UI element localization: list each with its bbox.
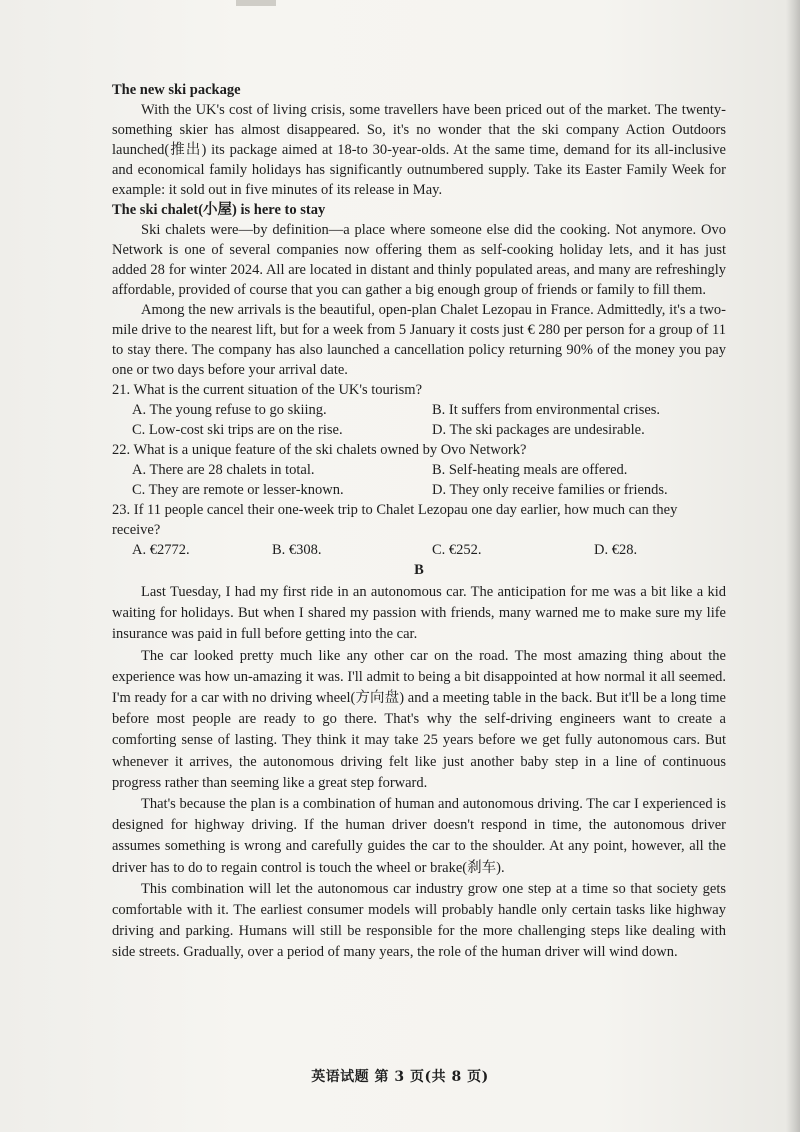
question-23 — [112, 500, 726, 560]
option-b: B. It suffers from environmental crises. — [432, 402, 661, 418]
question-21 — [112, 380, 726, 440]
section-b-label: B — [414, 562, 424, 578]
page-content — [112, 80, 726, 964]
paragraph-a2: Ski chalets were—by definition—a place where someone else did the cooking. Not anymore. Ovo Network is one of several companies now offering them as self-cooking holiday lets, and it has just added 28 for winter 2024. All are located in distant and thinly populated areas, and many are refreshingly affordable, provided of course that you can gather a big enough group of friends or family to fill them. — [112, 222, 726, 298]
paragraph-b2: The car looked pretty much like any other car on the road. The most amazing thing about the experience was how un-amazing it was. I'll admit to being a bit disappointed at how normal it all seemed. I'm ready for a car with no driving wheel(方向盘) and a meeting table in the back. But it'll be a long time before most people are ready to go there. That's why the self-driving engineers want to create a comforting sense of lasting. They think it may take 25 years before we get fully autonomous cars. But whenever it arrives, the autonomous driving felt like just another baby step in a line of continuous progress rather than seeming like a great step forward. — [112, 647, 726, 791]
question-stem: 23. If 11 people cancel their one-week trip to Chalet Lezopau one day earlier, how much can they receive? — [112, 502, 678, 538]
paragraph-a3: Among the new arrivals is the beautiful, open-plan Chalet Lezopau in France. Admittedly, it's a two-mile drive to the nearest lift, but for a week from 5 January it costs just € 280 per person for a group of 11 to stay there. The company has also launched a cancellation policy returning 90% of the money you pay one or two days before your arrival date. — [112, 302, 726, 378]
page-footer: 英语试题 第 3 页(共 8 页) — [311, 1069, 489, 1085]
option-d: D. They only receive families or friends. — [432, 482, 668, 498]
option-a: A. €2772. — [132, 542, 190, 558]
option-b: B. €308. — [272, 542, 322, 558]
option-c: C. They are remote or lesser-known. — [132, 482, 344, 498]
paragraph-a1: With the UK's cost of living crisis, some travellers have been priced out of the market. The twenty-something skier has almost disappeared. So, it's no wonder that the ski company Action Outdoors launched(推出) its package aimed at 18-to 30-year-olds. At the same time, demand for its all-inclusive and economical family holidays has significantly outnumbered supply. Take its Easter Family Week for example: it sold out in five minutes of its release in May. — [112, 102, 726, 198]
heading-new-ski-package: The new ski package — [112, 82, 241, 98]
option-c: C. €252. — [432, 542, 482, 558]
option-d: D. The ski packages are undesirable. — [432, 422, 645, 438]
paragraph-b1: Last Tuesday, I had my first ride in an autonomous car. The anticipation for me was a bit like a kid waiting for holidays. But when I shared my passion with friends, many warned me to make sure my life insurance was paid in full before getting into the car. — [112, 584, 726, 643]
question-stem: 22. What is a unique feature of the ski chalets owned by Ovo Network? — [112, 442, 527, 458]
options-22 — [132, 460, 726, 500]
option-b: B. Self-heating meals are offered. — [432, 462, 628, 478]
option-d: D. €28. — [594, 542, 638, 558]
question-stem: 21. What is the current situation of the UK's tourism? — [112, 382, 423, 398]
paragraph-b4: This combination will let the autonomous car industry grow one step at a time so that society gets comfortable with it. The earliest consumer models will probably handle only certain tasks like highway driving and parking. Humans will still be responsible for the more challenging steps like dealing with side streets. Gradually, over a period of many years, the role of the human driver will wind down. — [112, 880, 726, 961]
scan-edge-mark — [236, 0, 276, 6]
option-a: A. The young refuse to go skiing. — [132, 402, 327, 418]
option-c: C. Low-cost ski trips are on the rise. — [132, 422, 343, 438]
options-23 — [132, 540, 726, 560]
paragraph-b3: That's because the plan is a combination of human and autonomous driving. The car I experienced is designed for highway driving. If the human driver doesn't respond in time, the autonomous driver assumes something is wrong and carefully guides the car to the shoulder. At any point, however, all the driver has to do to regain control is touch the wheel or brake(刹车). — [112, 796, 726, 876]
options-21 — [132, 400, 726, 440]
option-a: A. There are 28 chalets in total. — [132, 462, 315, 478]
section-b-passage — [112, 582, 726, 964]
heading-ski-chalet: The ski chalet(小屋) is here to stay — [112, 202, 326, 218]
page-edge-shadow — [786, 0, 800, 1132]
question-22 — [112, 440, 726, 500]
